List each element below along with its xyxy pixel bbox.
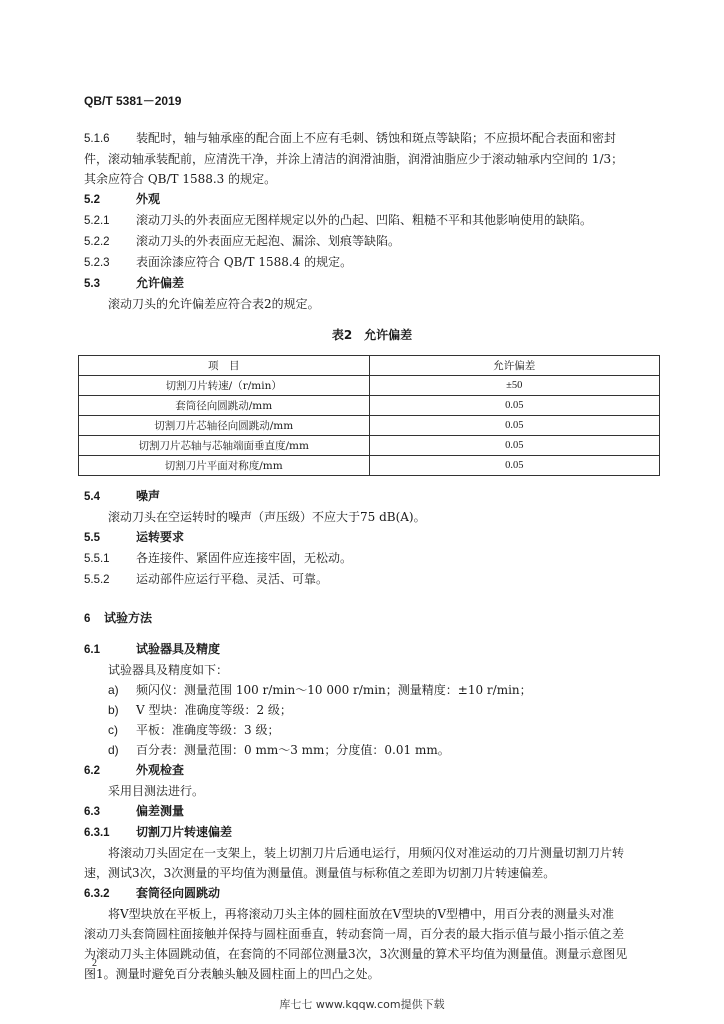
section-5-3-text: 滚动刀头的允许偏差应符合表2的规定。 bbox=[108, 297, 320, 311]
section-number: 6.2 bbox=[84, 765, 100, 777]
page-number: 2 bbox=[92, 958, 97, 969]
clause-6-3-1-heading bbox=[84, 822, 660, 843]
list-text: 百分表：测量范围：0 mm～3 mm；分度值：0.01 mm。 bbox=[136, 743, 450, 757]
section-number: 5.3 bbox=[84, 278, 100, 290]
section-6-3-heading bbox=[84, 801, 660, 822]
section-5-5-heading bbox=[84, 527, 660, 548]
clause-number: 5.5.1 bbox=[84, 553, 110, 565]
clause-number: 5.2.1 bbox=[84, 215, 110, 227]
table-header-row bbox=[79, 356, 660, 376]
section-5-3-heading bbox=[84, 273, 660, 294]
clause-title: 切割刀片转速偏差 bbox=[136, 825, 233, 839]
clause-text: 滚动刀头的外表面应无起泡、漏涂、划痕等缺陷。 bbox=[136, 234, 401, 248]
section-5-4-heading bbox=[84, 486, 660, 507]
table-cell-item: 切割刀片平面对称度/mm bbox=[79, 456, 370, 476]
clause-text: 滚动刀头的外表面应无图样规定以外的凸起、凹陷、粗糙不平和其他影响使用的缺陷。 bbox=[136, 213, 593, 227]
table-cell-value: 0.05 bbox=[369, 436, 660, 456]
clause-number: 5.1.6 bbox=[84, 133, 110, 145]
section-title: 外观检查 bbox=[136, 763, 185, 777]
table-2-title: 表2 允许偏差 bbox=[331, 328, 413, 342]
chapter-title: 试验方法 bbox=[104, 611, 153, 625]
clause-5-2-3 bbox=[84, 252, 660, 273]
table-cell-value: 0.05 bbox=[369, 456, 660, 476]
clause-text: 表面涂漆应符合 QB/T 1588.4 的规定。 bbox=[136, 255, 353, 269]
table-cell-item: 切割刀片芯轴径向圆跳动/mm bbox=[79, 416, 370, 436]
section-number: 6.1 bbox=[84, 644, 100, 656]
table-row bbox=[79, 376, 660, 396]
section-5-4-text: 滚动刀头在空运转时的噪声（声压级）不应大于75 dB(A)。 bbox=[108, 510, 426, 524]
table-header-item: 项 目 bbox=[79, 356, 370, 376]
section-6-2-heading bbox=[84, 760, 660, 781]
list-item bbox=[84, 680, 660, 700]
tolerance-table bbox=[78, 355, 660, 476]
list-marker: b) bbox=[108, 703, 119, 717]
section-6-2-text: 采用目测法进行。 bbox=[108, 784, 205, 798]
clause-6-3-2-line-1: 将V型块放在平板上，再将滚动刀头主体的圆柱面放在V型块的V型槽中，用百分表的测量头对准 bbox=[108, 907, 615, 921]
standard-code: QB/T 5381－2019 bbox=[84, 94, 182, 108]
list-text: 频闪仪：测量范围 100 r/min～10 000 r/min；测量精度：±10 r/min； bbox=[136, 683, 532, 697]
section-title: 外观 bbox=[136, 192, 161, 206]
clause-5-1-6 bbox=[84, 128, 660, 149]
clause-text: 运动部件应运行平稳、灵活、可靠。 bbox=[136, 572, 329, 586]
table-cell-item: 切割刀片转速/（r/min） bbox=[79, 376, 370, 396]
list-text: 平板：准确度等级：3 级； bbox=[136, 723, 280, 737]
clause-5-2-1 bbox=[84, 210, 660, 231]
table-row bbox=[79, 416, 660, 436]
clause-number: 6.3.1 bbox=[84, 827, 110, 839]
clause-5-2-2 bbox=[84, 231, 660, 252]
list-marker: a) bbox=[108, 683, 119, 697]
chapter-number: 6 bbox=[84, 613, 91, 625]
clause-6-3-1-line-2: 速，测试3次，3次测量的平均值为测量值。测量值与标称值之差即为切割刀片转速偏差。 bbox=[84, 866, 556, 880]
clause-6-3-2-heading bbox=[84, 883, 660, 904]
list-marker: d) bbox=[108, 743, 119, 757]
list-item bbox=[84, 720, 660, 740]
clause-text: 装配时，轴与轴承座的配合面上不应有毛刺、锈蚀和斑点等缺陷；不应损坏配合表面和密封 bbox=[136, 131, 617, 145]
section-title: 偏差测量 bbox=[136, 804, 185, 818]
table-cell-item: 套筒径向圆跳动/mm bbox=[79, 396, 370, 416]
table-cell-value: ±50 bbox=[369, 376, 660, 396]
clause-number: 5.2.3 bbox=[84, 257, 110, 269]
list-item bbox=[84, 740, 660, 760]
table-cell-item: 切割刀片芯轴与芯轴端面垂直度/mm bbox=[79, 436, 370, 456]
section-title: 允许偏差 bbox=[136, 276, 185, 290]
download-footer: 库七七 www.kqqw.com提供下载 bbox=[279, 998, 445, 1011]
section-5-2-heading bbox=[84, 189, 660, 210]
clause-5-5-1 bbox=[84, 548, 660, 569]
list-item bbox=[84, 700, 660, 720]
clause-5-1-6-line-2: 件，滚动轴承装配前，应清洗干净，并涂上清洁的润滑油脂，润滑油脂应少于滚动轴承内空间的 1/3； bbox=[84, 152, 624, 166]
clause-6-3-2-line-4: 图1。测量时避免百分表触头触及圆柱面上的凹凸之处。 bbox=[84, 967, 380, 981]
clause-6-3-2-line-3: 为滚动刀头主体圆跳动值，在套筒的不同部位测量3次，3次测量的算术平均值为测量值。测量示意图见 bbox=[84, 947, 628, 961]
section-number: 5.5 bbox=[84, 532, 100, 544]
section-6-1-intro: 试验器具及精度如下： bbox=[108, 663, 229, 677]
document-body bbox=[84, 128, 660, 984]
table-header-tolerance: 允许偏差 bbox=[369, 356, 660, 376]
clause-6-3-2-line-2: 滚动刀头套筒圆柱面接触并保持与圆柱面垂直，转动套筒一周，百分表的最大指示值与最小指示值之差 bbox=[84, 927, 625, 941]
clause-title: 套筒径向圆跳动 bbox=[136, 886, 221, 900]
list-marker: c) bbox=[108, 723, 118, 737]
section-number: 5.4 bbox=[84, 491, 100, 503]
clause-5-1-6-line-3: 其余应符合 QB/T 1588.3 的规定。 bbox=[84, 172, 277, 186]
chapter-6-heading bbox=[84, 608, 660, 629]
list-text: V 型块：准确度等级：2 级； bbox=[136, 703, 292, 717]
table-cell-value: 0.05 bbox=[369, 396, 660, 416]
section-title: 运转要求 bbox=[136, 530, 185, 544]
clause-6-3-1-line-1: 将滚动刀头固定在一支架上，装上切割刀片后通电运行，用频闪仪对准运动的刀片测量切割刀片转 bbox=[108, 846, 625, 860]
clause-text: 各连接件、紧固件应连接牢固，无松动。 bbox=[136, 551, 353, 565]
section-6-1-heading bbox=[84, 639, 660, 660]
section-title: 噪声 bbox=[136, 489, 161, 503]
table-row bbox=[79, 436, 660, 456]
table-row bbox=[79, 456, 660, 476]
clause-5-5-2 bbox=[84, 569, 660, 590]
clause-number: 5.2.2 bbox=[84, 236, 110, 248]
table-cell-value: 0.05 bbox=[369, 416, 660, 436]
clause-number: 5.5.2 bbox=[84, 574, 110, 586]
clause-number: 6.3.2 bbox=[84, 888, 110, 900]
section-number: 6.3 bbox=[84, 806, 100, 818]
table-row bbox=[79, 396, 660, 416]
section-number: 5.2 bbox=[84, 194, 100, 206]
section-title: 试验器具及精度 bbox=[136, 642, 221, 656]
